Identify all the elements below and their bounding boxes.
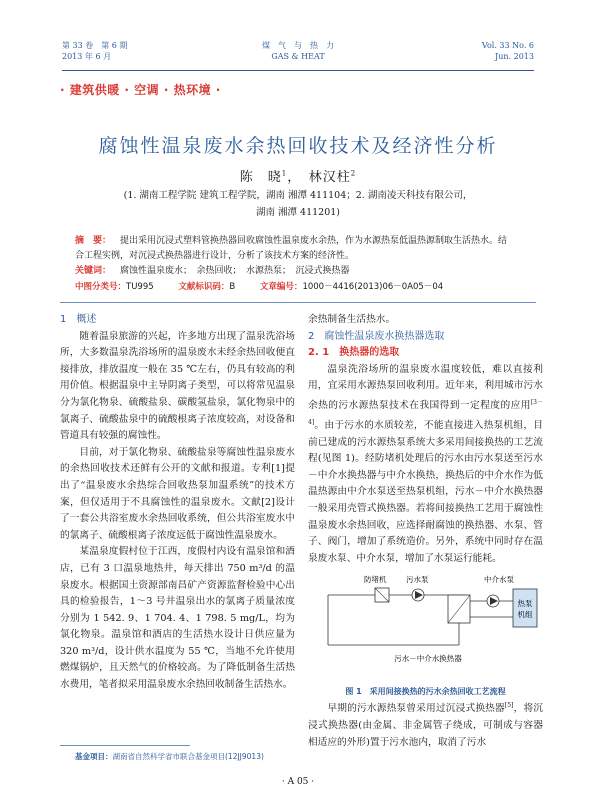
header-date-en: Jun. 2013: [495, 52, 534, 61]
abstract-divider: [60, 302, 536, 303]
heat-pump-label-2: 机组: [517, 610, 533, 620]
article-no-value: 1000－4416(2013)06－0A05－04: [302, 282, 444, 292]
section-2-1-heading: 2. 1 换热器的选取: [308, 347, 400, 359]
funding-footnote: [75, 751, 264, 762]
author-1: 陈 晓: [239, 170, 282, 185]
paragraph-text: 早期的污水源热泵曾采用过沉浸式换热器: [327, 703, 505, 715]
header-journal: [62, 40, 534, 62]
clc-label: 中图分类号：: [75, 282, 127, 292]
plug-machine-label: 防堵机: [364, 575, 387, 585]
header-vol-no: Vol. 33 No. 6: [481, 41, 534, 50]
section-2-heading: 2 腐蚀性温泉废水换热器选取: [308, 330, 445, 342]
keywords-label: 关键词：: [75, 266, 112, 276]
paragraph: 某温泉度假村位于江西，度假村内设有温泉馆和酒店，已有 3 口温泉地热井，每天排出 750 m³/d 的温泉废水。根据国土资源部南昌矿产资源监督检验中心出具的检验报告，1～3 号井温泉出水的氯离子质量浓度分别为 1 542. 9、1 704. 4、1 798. 5 mg/L，均为氯化物泉。温泉馆和酒店的生活热水设计日供应量为 320 m³/d，设计供水温度为 55 ℃，当地不允许使用燃煤锅炉，且天然气的价格较高。为了降低制备生活热水费用，笔者拟采用温泉废水余热回收制备生活热水。: [60, 546, 295, 691]
author-1-affil-sup: 1: [281, 169, 288, 178]
header-journal-cn: 煤 气 与 热 力: [262, 41, 334, 50]
journal-header: [62, 40, 534, 68]
header-volume-issue: 第 33 卷 第 6 期: [62, 41, 128, 50]
abstract-text: 提出采用沉浸式塑料管换热器回收腐蚀性温泉废水余热，作为水源热泵低温热源制取生活热水。结合工程实例，对沉浸式换热器进行设计，分析了该技术方案的经济性。: [75, 236, 508, 261]
keywords: [75, 264, 516, 279]
paragraph: 随着温泉旅游的兴起，许多地方出现了温泉洗浴场所，大多数温泉洗浴场所的温泉废水未经余热回收便直接排放，排放温度一般在 35 ℃左右，仍具有较高的利用价值。根据温泉中主导阴离子类型，可以将常见温泉分为氯化物泉、硫酸盐泉、碳酸氢盐泉，氯化物泉中的氯离子、硫酸盐泉中的硫酸根离子浓度较高，对设备和管道具有较强的腐蚀性。: [60, 330, 295, 442]
body-left-column: [60, 312, 295, 694]
header-journal-en: GAS & HEAT: [271, 52, 325, 61]
citation: [5]: [504, 702, 514, 710]
header-divider: [62, 70, 534, 71]
figure-1: [308, 569, 543, 685]
abstract: [75, 234, 516, 264]
classification-line: [75, 280, 516, 292]
keywords-text: 腐蚀性温泉废水； 余热回收； 水源热泵； 沉浸式换热器: [120, 266, 350, 276]
citation: [3－4]: [308, 398, 543, 426]
paragraph: [308, 362, 543, 568]
authors: [0, 166, 596, 185]
doc-code-value: B: [229, 282, 236, 292]
paragraph-text: 。由于污水的水质较差，不能直接进入热泵机组，目前已建成的污水源热泵系统大多采用间接换热的工艺流程(见图 1)。经防堵机处理后的污水由污水泵送至污水－中介水换热器与中介水换热，换热后的中介水作为低温热源由中介水泵送至热泵机组，污水－中介水换热器一般采用壳管式换热器。若将间接换热工艺用于腐蚀性温泉废水余热回收，应选择耐腐蚀的换热器、水泵、管子、阀门，增加了系统造价。另外，系统中同时存在温泉废水泵、中介水泵，增加了水泵运行能耗。: [308, 420, 543, 564]
abstract-label: 摘 要：: [75, 236, 112, 246]
doc-code-label: 文献标识码：: [178, 282, 230, 292]
affiliation-line-1: (1. 湖南工程学院 建筑工程学院，湖南 湘潭 411104；2. 湖南凌天科技有限公司，: [123, 190, 473, 201]
paragraph-continued: 余热制备生活热水。: [308, 314, 396, 325]
funding-label: 基金项目：: [75, 752, 113, 761]
article-title: 腐蚀性温泉废水余热回收技术及经济性分析: [98, 135, 498, 157]
author-2-affil-sup: 2: [350, 169, 357, 178]
process-flow-diagram: [308, 569, 543, 685]
affiliations: [100, 187, 496, 221]
affiliation-line-2: 湖南 湘潭 411201): [255, 207, 340, 218]
sewage-pump-label: 污水泵: [406, 575, 429, 585]
heat-pump-unit: [513, 589, 537, 627]
header-volume-en: [482, 40, 534, 62]
figure-1-caption: 图 1 采用间接换热的污水余热回收工艺流程: [345, 687, 506, 697]
page-number: · A 05 ·: [281, 777, 315, 787]
author-2: ， 林汉柱: [287, 170, 351, 185]
exchanger-label: 污水－中介水换热器: [394, 654, 462, 664]
section-1-heading: 1 概述: [60, 314, 97, 325]
footnote-divider: [60, 745, 190, 746]
clc-value: TU995: [126, 282, 154, 292]
paragraph-text: 温泉洗浴场所的温泉废水温度较低，难以直接利用，宜采用水源热泵回收利用。近年来，利用城市污水余热的污水源热泵技术在我国得到一定程度的应用: [308, 363, 543, 412]
section-banner: · 建筑供暖 · 空调 · 热环境 ·: [60, 83, 221, 97]
article-no-label: 文章编号：: [259, 282, 303, 292]
heat-pump-label-1: 热泵: [517, 599, 533, 609]
paragraph-text: ，将沉浸式换热器(由金属、非金属管子绕成，可制成与容器相适应的外形)置于污水池内，取消了污水: [308, 703, 544, 748]
header-date: 2013 年 6 月: [62, 52, 112, 61]
funding-text: 湖南省自然科学省市联合基金项目(12JJ9013): [112, 752, 264, 761]
paragraph: [308, 698, 543, 751]
paragraph: 目前，对于氯化物泉、硫酸盐泉等腐蚀性温泉废水的余热回收技术还鲜有公开的文献和报道。专利[1]提出了“温泉废水余热综合回收热泵加温系统”的技术方案，但仅适用于不具腐蚀性的温泉废水。文献[2]设计了一套公共浴室废水余热回收系统，但公共浴室废水中的氯离子、硫酸根离子浓度远低于腐蚀性温泉废水。: [60, 446, 295, 541]
abstract-block: [75, 234, 516, 279]
medium-pump-label: 中介水泵: [484, 575, 514, 585]
body-right-column: [308, 312, 543, 751]
